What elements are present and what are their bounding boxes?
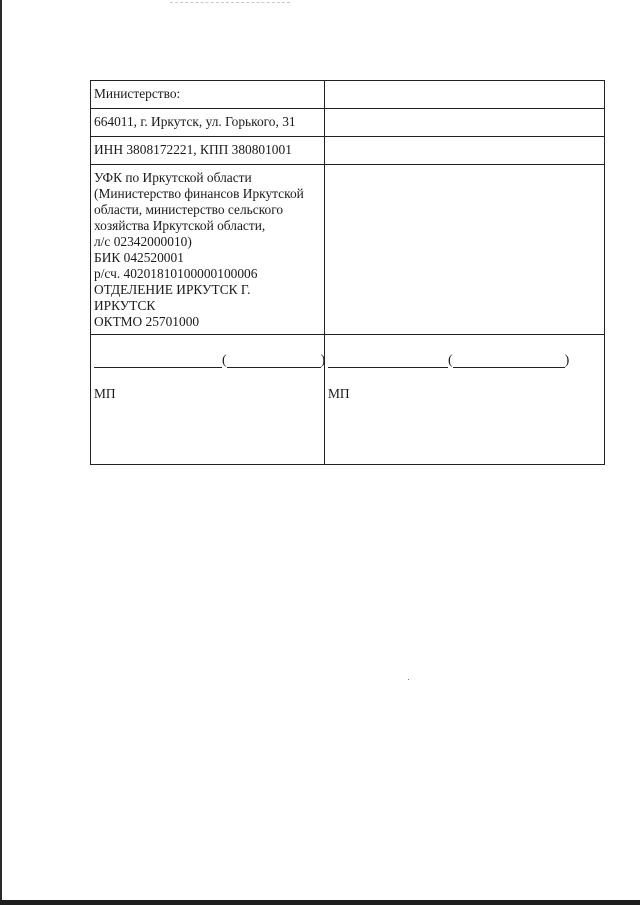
signature-underline: [94, 353, 222, 368]
ministry-label-cell-right: [325, 81, 605, 109]
page-left-edge: [0, 0, 2, 905]
signature-cell-left: [91, 335, 325, 465]
signature-open-paren: (: [448, 353, 453, 369]
bank-line: УФК по Иркутской области: [94, 170, 252, 186]
bank-details-cell-right: [325, 165, 605, 335]
signature-line-left: [94, 352, 326, 369]
signature-open-paren: (: [222, 353, 227, 369]
bank-line: ОТДЕЛЕНИЕ ИРКУТСК Г.: [94, 282, 251, 298]
bank-details-cell: [91, 165, 325, 335]
table-row: [91, 81, 605, 109]
signature-close-paren: ): [564, 353, 570, 369]
address-text: 664011, г. Иркутск, ул. Горького, 31: [94, 114, 296, 130]
bank-line: ИРКУТСК: [94, 298, 156, 314]
address-cell: [91, 109, 325, 137]
ministry-label-cell: [91, 81, 325, 109]
signature-cell-right: [325, 335, 605, 465]
inn-kpp-cell-right: [325, 137, 605, 165]
inn-kpp-text: ИНН 3808172221, КПП 380801001: [94, 142, 292, 158]
bank-line: области, министерство сельского: [94, 202, 284, 218]
signature-line-right: [328, 352, 601, 368]
bank-line: л/с 02342000010): [94, 234, 192, 250]
table-row: [91, 137, 605, 165]
address-cell-right: [325, 109, 605, 137]
name-underline: [227, 353, 321, 368]
bank-line: БИК 042520001: [94, 250, 184, 266]
stamp-label-left: МП: [94, 386, 116, 402]
name-underline: [453, 353, 565, 368]
requisites-table: [90, 80, 605, 465]
table-row: [91, 109, 605, 137]
table-row: [91, 335, 605, 465]
bank-line: р/сч. 40201810100000100006: [94, 266, 258, 282]
bank-line: ОКТМО 25701000: [94, 314, 200, 330]
signature-close-paren: ): [320, 353, 326, 369]
scan-speck: [408, 679, 409, 680]
table-row: [91, 165, 605, 335]
page-bottom-edge: [0, 900, 640, 905]
signature-underline: [328, 353, 448, 368]
bank-line: (Министерство финансов Иркутской: [94, 186, 304, 202]
stamp-label-right: МП: [328, 386, 350, 402]
inn-kpp-cell: [91, 137, 325, 165]
ministry-label: Министерство:: [94, 86, 181, 101]
top-dash-line: [170, 2, 290, 4]
bank-line: хозяйства Иркутской области,: [94, 218, 266, 234]
